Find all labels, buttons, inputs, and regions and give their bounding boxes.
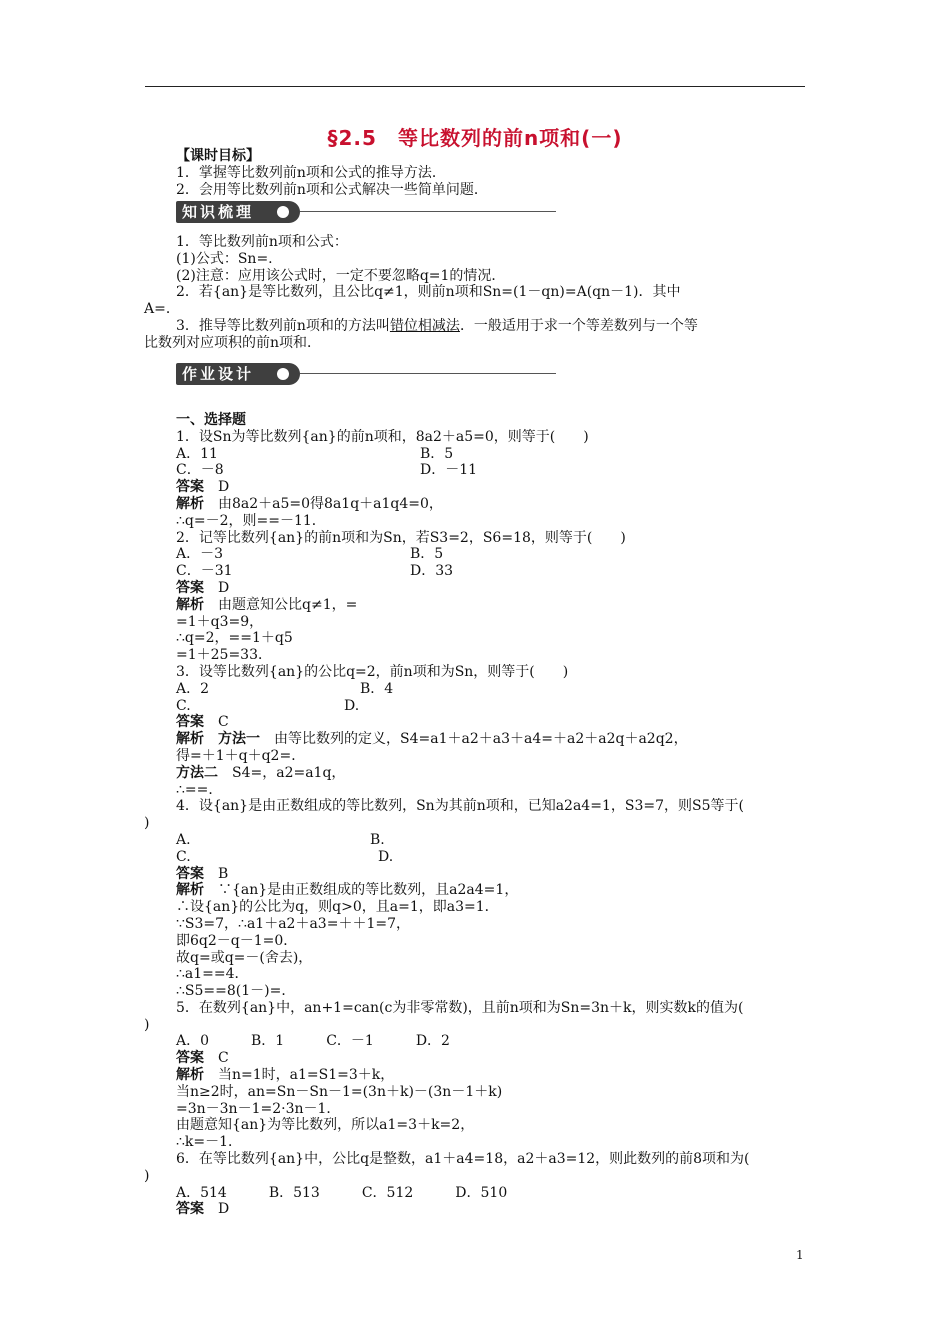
answer-label: 答案	[176, 1050, 204, 1067]
homework-content	[144, 412, 816, 1218]
explanation-line: ∴S5==8(1－)=．	[176, 983, 296, 1000]
explanation-line: ∴k=－1．	[176, 1134, 243, 1151]
answer-value: D	[218, 579, 230, 596]
part-title: 一、选择题	[176, 412, 246, 428]
goals-header: 【课时目标】	[176, 148, 260, 164]
text-line: 1．等比数列前n项和公式：	[176, 234, 348, 250]
answer-label: 答案	[176, 714, 204, 731]
explanation-text: 由8a2＋a5=0得8a1q＋a1q4=0，	[218, 495, 443, 512]
explanation-line: ∴设{an}的公比为q，则q>0，且a=1，即a3=1．	[176, 899, 499, 916]
explanation-line: 由题意知{an}为等比数列，所以a1=3＋k=2，	[176, 1117, 475, 1134]
answer-value: C	[218, 1050, 229, 1067]
option-row	[176, 563, 816, 580]
answer-line	[176, 714, 816, 731]
method-label: 方法一	[218, 731, 260, 748]
text-span: 3．推导等比数列前n项和的方法叫	[176, 317, 390, 334]
option-c: C.	[176, 848, 191, 865]
explanation-label: 解析	[176, 495, 204, 512]
question-stem: 1．设Sn为等比数列{an}的前n项和，8a2＋a5=0，则等于( )	[176, 428, 589, 445]
answer-line	[176, 479, 816, 496]
explanation-line	[176, 1067, 816, 1084]
explanation-line: 得=＋1＋q＋q2=．	[176, 747, 306, 764]
explanation-line: 当n≥2时，an=Sn－Sn－1=(3n＋k)－(3n－1＋k)	[176, 1083, 503, 1100]
explanation-line	[176, 731, 816, 748]
option-row	[176, 546, 816, 563]
section-banner-homework	[176, 363, 556, 385]
answer-value: B	[218, 865, 229, 882]
option-c: C.	[176, 697, 191, 714]
question-stem-cont: )	[144, 1167, 150, 1184]
explanation-label: 解析	[176, 1067, 204, 1084]
answer-line	[176, 1050, 816, 1067]
answer-label: 答案	[176, 1201, 204, 1218]
text-span: ．一般适用于求一个等差数列与一个等	[459, 317, 698, 334]
page-title: §2.5 等比数列的前n项和(一)	[327, 126, 623, 150]
banner-rule	[300, 373, 556, 374]
bullet-dot-icon	[277, 368, 289, 380]
explanation-line: ∴a1==4．	[176, 966, 249, 983]
text-line: A=．	[144, 301, 180, 318]
option-row	[176, 681, 816, 698]
explanation-line: ∴q=－2，则==－11．	[176, 512, 326, 529]
answer-line	[176, 580, 816, 597]
option-row	[176, 698, 816, 715]
option-b: B．4	[360, 680, 394, 697]
section-banner-knowledge	[176, 201, 556, 223]
explanation-line: 故q=或q=－(舍去)，	[176, 949, 313, 966]
explanation-line: ∵S3=7，∴a1＋a2＋a3=＋＋1=7，	[176, 915, 410, 932]
explanation-text: 由题意知公比q≠1，=	[218, 596, 358, 613]
explanation-line: ∴q=2，==1＋q5	[176, 630, 293, 647]
option-row	[176, 446, 816, 463]
explanation-line	[176, 597, 816, 614]
explanation-line: ∴==．	[176, 781, 223, 798]
answer-value: D	[218, 479, 230, 496]
banner-label: 知识梳理	[176, 201, 300, 223]
answer-line	[176, 1201, 816, 1218]
answer-value: D	[218, 1201, 230, 1218]
method-label: 方法二	[176, 764, 218, 781]
banner-label: 作业设计	[176, 363, 300, 385]
option-d: D．33	[410, 563, 454, 580]
option-d: D.	[378, 848, 394, 865]
option-row: A．514 B．513 C．512 D．510	[176, 1184, 508, 1201]
explanation-text: ∵{an}是由正数组成的等比数列，且a2a4=1，	[218, 882, 519, 899]
bullet-dot-icon	[277, 206, 289, 218]
option-row	[176, 462, 816, 479]
banner-rule	[300, 211, 556, 212]
option-b: B．5	[420, 445, 454, 462]
header-rule	[145, 86, 805, 87]
option-row	[176, 849, 816, 866]
goal-item: 1．掌握等比数列前n项和公式的推导方法．	[176, 164, 446, 181]
question-stem: 3．设等比数列{an}的公比q=2，前n项和为Sn，则等于( )	[176, 663, 569, 680]
goal-item: 2．会用等比数列前n项和公式解决一些简单问题．	[176, 181, 488, 198]
text-line: (1)公式：Sn=.	[176, 250, 273, 267]
page-number: 1	[796, 1248, 804, 1262]
explanation-label: 解析	[176, 596, 204, 613]
explanation-text: 当n=1时，a1=S1=3＋k，	[218, 1067, 395, 1084]
lesson-goals	[176, 148, 816, 198]
knowledge-content	[144, 234, 816, 352]
question-stem: 6．在等比数列{an}中，公比q是整数，a1＋a4=18，a2＋a3=12，则此数列的前8项和为(	[176, 1151, 750, 1168]
option-b: B.	[370, 831, 385, 848]
question-stem: 4．设{an}是由正数组成的等比数列，Sn为其前n项和，已知a2a4=1，S3=7，则S5等于(	[176, 798, 744, 815]
explanation-text: 由等比数列的定义，S4=a1＋a2＋a3＋a4=＋a2＋a2q＋a2q2，	[274, 731, 688, 748]
underlined-term: 错位相减法	[389, 317, 460, 334]
text-line	[176, 318, 816, 335]
option-row	[176, 832, 816, 849]
answer-label: 答案	[176, 865, 204, 882]
explanation-line: =3n－3n－1=2·3n－1．	[176, 1100, 341, 1117]
question-stem-cont: )	[144, 815, 150, 832]
explanation-line: =1＋25=33．	[176, 647, 272, 664]
explanation-label: 解析	[176, 731, 204, 748]
explanation-label: 解析	[176, 882, 204, 899]
explanation-text: S4=，a2=a1q，	[232, 764, 346, 781]
text-line: 比数列对应项积的前n项和．	[144, 334, 322, 351]
explanation-line	[176, 496, 816, 513]
option-c: C．－31	[176, 563, 233, 580]
option-d: D.	[344, 697, 360, 714]
question-stem: 2．记等比数列{an}的前n项和为Sn，若S3=2，S6=18，则等于( )	[176, 529, 626, 546]
explanation-line	[176, 765, 816, 782]
text-line: 2．若{an}是等比数列，且公比q≠1，则前n项和Sn=(1－qn)=A(qn－1)．其中	[176, 284, 681, 301]
option-a: A．11	[176, 445, 218, 462]
answer-line	[176, 866, 816, 883]
answer-value: C	[218, 714, 229, 731]
answer-label: 答案	[176, 579, 204, 596]
question-stem-cont: )	[144, 1016, 150, 1033]
option-a: A.	[176, 831, 191, 848]
option-c: C．－8	[176, 462, 224, 479]
explanation-line	[176, 882, 816, 899]
question-stem: 5．在数列{an}中，an+1=can(c为非零常数)，且前n项和为Sn=3n＋k，则实数k的值为(	[176, 999, 744, 1016]
option-a: A．－3	[176, 546, 224, 563]
option-d: D．－11	[420, 462, 478, 479]
explanation-line: =1＋q3=9，	[176, 613, 264, 630]
option-a: A．2	[176, 680, 210, 697]
answer-label: 答案	[176, 479, 204, 496]
option-b: B．5	[410, 546, 444, 563]
option-row: A．0 B．1 C．－1 D．2	[176, 1033, 450, 1050]
text-line: (2)注意：应用该公式时，一定不要忽略q=1的情况．	[176, 267, 506, 284]
explanation-line: 即6q2－q－1=0．	[176, 932, 298, 949]
